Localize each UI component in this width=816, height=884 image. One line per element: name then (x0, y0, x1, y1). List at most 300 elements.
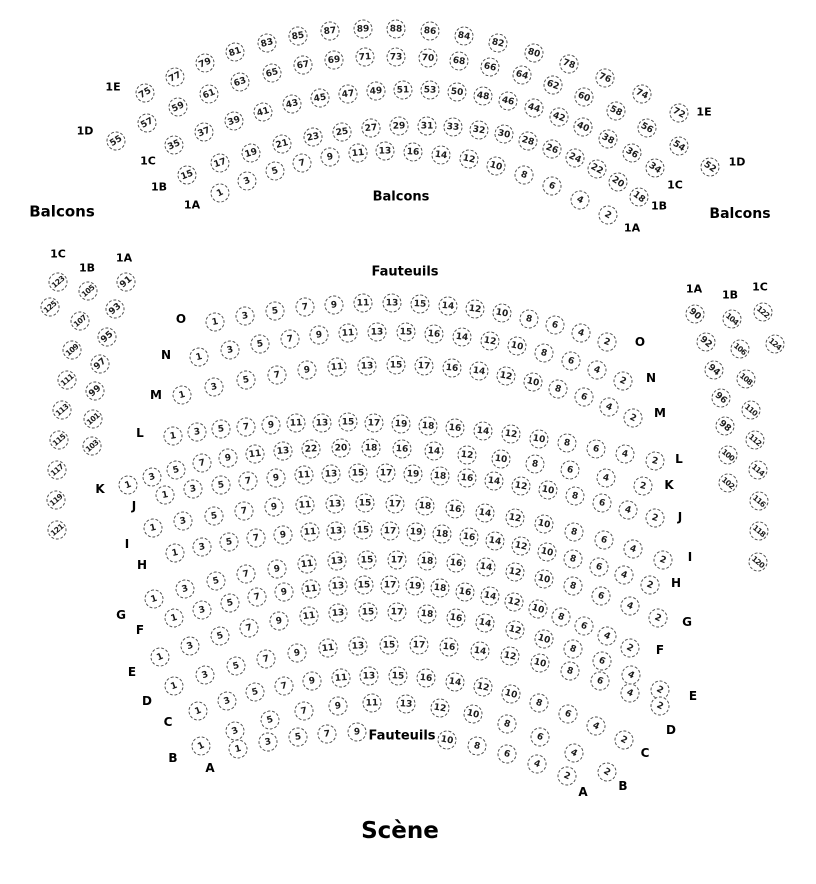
seat-balcon-1C-35[interactable]: 35 (161, 132, 186, 157)
seat-fauteuils-A-8[interactable]: 8 (465, 735, 488, 758)
seat-fauteuils-K-14[interactable]: 14 (424, 441, 444, 461)
seat-fauteuils-D-14[interactable]: 14 (469, 640, 491, 662)
seat-cote-droit-1B-118[interactable]: 118 (746, 518, 773, 545)
seat-cote-gauche-1A-95[interactable]: 95 (93, 323, 120, 350)
seat-fauteuils-K-22[interactable]: 22 (301, 439, 321, 459)
seat-fauteuils-K-2[interactable]: 2 (632, 475, 655, 498)
seat-fauteuils-A-9[interactable]: 9 (348, 723, 367, 742)
seat-balcon-1B-24[interactable]: 24 (562, 146, 587, 171)
seat-fauteuils-G-5[interactable]: 5 (204, 570, 227, 593)
seat-fauteuils-H-5[interactable]: 5 (218, 531, 240, 553)
seat-fauteuils-J-1[interactable]: 1 (154, 484, 177, 507)
seat-fauteuils-A-2[interactable]: 2 (555, 764, 580, 789)
seat-fauteuils-H-19[interactable]: 19 (406, 522, 426, 542)
seat-fauteuils-H-3[interactable]: 3 (191, 536, 213, 558)
seat-fauteuils-C-6[interactable]: 6 (555, 701, 580, 726)
seat-fauteuils-C-13[interactable]: 13 (360, 666, 379, 685)
seat-cote-droit-1A-102[interactable]: 102 (715, 470, 742, 497)
seat-fauteuils-H-14[interactable]: 14 (484, 530, 506, 552)
seat-fauteuils-G-3[interactable]: 3 (173, 578, 197, 602)
seat-balcon-1A-9[interactable]: 9 (319, 146, 341, 168)
seat-fauteuils-G-16[interactable]: 16 (446, 553, 467, 574)
seat-fauteuils-A-4[interactable]: 4 (525, 752, 549, 776)
seat-fauteuils-D-1[interactable]: 1 (162, 674, 186, 698)
seat-balcon-1A-7[interactable]: 7 (291, 151, 314, 174)
seat-fauteuils-F-16[interactable]: 16 (454, 581, 476, 603)
seat-balcon-1A-4[interactable]: 4 (567, 187, 593, 213)
seat-balcon-1B-28[interactable]: 28 (517, 129, 541, 153)
seat-balcon-1D-54[interactable]: 54 (665, 133, 691, 159)
seat-fauteuils-L-8[interactable]: 8 (556, 432, 578, 454)
seat-fauteuils-K-4[interactable]: 4 (595, 466, 618, 489)
seat-balcon-1C-44[interactable]: 44 (522, 96, 546, 120)
seat-balcon-1E-86[interactable]: 86 (419, 21, 440, 42)
seat-fauteuils-G-8[interactable]: 8 (561, 575, 585, 599)
seat-balcon-1E-80[interactable]: 80 (522, 41, 546, 65)
seat-cote-gauche-1B-117[interactable]: 117 (43, 456, 70, 483)
seat-balcon-1D-60[interactable]: 60 (572, 85, 597, 110)
seat-fauteuils-E-4[interactable]: 4 (618, 662, 643, 687)
seat-cote-gauche-1A-97[interactable]: 97 (87, 351, 114, 378)
seat-fauteuils-H-15[interactable]: 15 (354, 521, 373, 540)
seat-fauteuils-J-8[interactable]: 8 (564, 485, 587, 508)
seat-fauteuils-O-12[interactable]: 12 (465, 298, 486, 319)
seat-fauteuils-J-11[interactable]: 11 (293, 465, 313, 485)
seat-fauteuils-L-11[interactable]: 11 (287, 413, 307, 433)
seat-fauteuils-I-8[interactable]: 8 (563, 520, 586, 543)
seat-cote-droit-1A-94[interactable]: 94 (701, 356, 728, 383)
seat-fauteuils-M-8[interactable]: 8 (547, 377, 571, 401)
seat-fauteuils-N-12[interactable]: 12 (479, 330, 501, 352)
seat-fauteuils-D-7[interactable]: 7 (255, 647, 278, 670)
seat-fauteuils-N-8[interactable]: 8 (532, 341, 555, 364)
seat-balcon-1C-40[interactable]: 40 (571, 115, 596, 140)
seat-balcon-1B-23[interactable]: 23 (302, 126, 324, 148)
seat-fauteuils-I-3[interactable]: 3 (172, 510, 194, 532)
seat-fauteuils-G-2[interactable]: 2 (645, 605, 670, 630)
seat-balcon-1A-13[interactable]: 13 (376, 142, 395, 161)
seat-fauteuils-N-1[interactable]: 1 (187, 345, 210, 368)
seat-fauteuils-L-3[interactable]: 3 (186, 421, 207, 442)
seat-fauteuils-F-17[interactable]: 17 (380, 575, 399, 594)
seat-balcon-1D-59[interactable]: 59 (165, 95, 190, 120)
seat-fauteuils-N-3[interactable]: 3 (218, 338, 241, 361)
seat-fauteuils-J-3[interactable]: 3 (182, 478, 204, 500)
seat-balcon-1A-16[interactable]: 16 (403, 142, 423, 162)
seat-fauteuils-A-6[interactable]: 6 (495, 742, 519, 766)
seat-fauteuils-N-7[interactable]: 7 (279, 328, 300, 349)
seat-fauteuils-G-17[interactable]: 17 (387, 550, 406, 569)
seat-fauteuils-I-11[interactable]: 11 (295, 495, 315, 515)
seat-balcon-1E-81[interactable]: 81 (223, 40, 247, 64)
seat-fauteuils-M-14[interactable]: 14 (469, 361, 491, 383)
seat-fauteuils-O-1[interactable]: 1 (204, 311, 227, 334)
seat-fauteuils-C-9[interactable]: 9 (302, 670, 324, 692)
seat-fauteuils-I-12[interactable]: 12 (504, 507, 526, 529)
seat-balcon-1D-55[interactable]: 55 (103, 128, 129, 154)
seat-fauteuils-L-13[interactable]: 13 (312, 413, 331, 432)
seat-fauteuils-G-11[interactable]: 11 (297, 554, 318, 575)
seat-balcon-1A-12[interactable]: 12 (457, 148, 479, 170)
seat-fauteuils-K-16[interactable]: 16 (392, 439, 412, 459)
seat-fauteuils-D-4[interactable]: 4 (618, 680, 643, 705)
seat-balcon-1A-14[interactable]: 14 (430, 144, 451, 165)
seat-cote-gauche-1A-101[interactable]: 101 (79, 405, 106, 432)
seat-fauteuils-C-4[interactable]: 4 (583, 713, 608, 738)
seat-cote-gauche-1C-125[interactable]: 125 (37, 294, 64, 321)
seat-fauteuils-O-10[interactable]: 10 (491, 302, 513, 324)
seat-fauteuils-O-15[interactable]: 15 (410, 294, 430, 314)
seat-balcon-1B-15[interactable]: 15 (175, 163, 200, 188)
seat-balcon-1D-68[interactable]: 68 (448, 51, 470, 73)
seat-fauteuils-J-17[interactable]: 17 (376, 463, 395, 482)
seat-fauteuils-F-18[interactable]: 18 (430, 578, 451, 599)
seat-fauteuils-B-12[interactable]: 12 (429, 697, 451, 719)
seat-balcon-1C-49[interactable]: 49 (366, 81, 386, 101)
seat-fauteuils-B-6[interactable]: 6 (528, 725, 553, 750)
seat-fauteuils-E-5[interactable]: 5 (208, 624, 232, 648)
seat-fauteuils-D-11[interactable]: 11 (317, 638, 338, 659)
seat-fauteuils-O-13[interactable]: 13 (382, 294, 401, 313)
seat-fauteuils-M-6[interactable]: 6 (572, 385, 596, 409)
seat-fauteuils-B-7[interactable]: 7 (293, 700, 315, 722)
seat-cote-droit-1A-96[interactable]: 96 (708, 385, 735, 412)
seat-fauteuils-J-13[interactable]: 13 (321, 464, 341, 484)
seat-fauteuils-M-2[interactable]: 2 (620, 405, 645, 430)
seat-fauteuils-E-11[interactable]: 11 (298, 606, 319, 627)
seat-fauteuils-H-18[interactable]: 18 (432, 524, 453, 545)
seat-balcon-1A-6[interactable]: 6 (540, 174, 565, 199)
seat-balcon-1D-73[interactable]: 73 (387, 47, 406, 66)
seat-fauteuils-J-5[interactable]: 5 (210, 474, 232, 496)
seat-fauteuils-A-3[interactable]: 3 (257, 731, 279, 753)
seat-balcon-1D-57[interactable]: 57 (134, 110, 160, 136)
seat-fauteuils-B-4[interactable]: 4 (561, 740, 587, 766)
seat-fauteuils-I-5[interactable]: 5 (203, 505, 225, 527)
seat-fauteuils-H-1[interactable]: 1 (164, 542, 187, 565)
seat-fauteuils-E-17[interactable]: 17 (387, 602, 407, 622)
seat-fauteuils-A-7[interactable]: 7 (317, 724, 337, 744)
seat-balcon-1B-29[interactable]: 29 (389, 116, 409, 136)
seat-fauteuils-G-6[interactable]: 6 (589, 584, 613, 608)
seat-fauteuils-N-5[interactable]: 5 (249, 333, 271, 355)
seat-fauteuils-J-6[interactable]: 6 (590, 491, 613, 514)
seat-fauteuils-G-15[interactable]: 15 (358, 550, 378, 570)
seat-balcon-1A-3[interactable]: 3 (235, 168, 260, 193)
seat-fauteuils-D-16[interactable]: 16 (439, 637, 460, 658)
seat-fauteuils-O-3[interactable]: 3 (234, 305, 256, 327)
seat-fauteuils-M-12[interactable]: 12 (495, 365, 517, 387)
seat-fauteuils-F-4[interactable]: 4 (595, 624, 620, 649)
seat-balcon-1C-42[interactable]: 42 (547, 105, 572, 130)
seat-balcon-1D-61[interactable]: 61 (197, 81, 222, 106)
seat-balcon-1C-48[interactable]: 48 (472, 85, 494, 107)
seat-fauteuils-F-3[interactable]: 3 (190, 598, 213, 621)
seat-fauteuils-F-10[interactable]: 10 (526, 597, 550, 621)
seat-fauteuils-F-2[interactable]: 2 (617, 635, 643, 661)
seat-balcon-1C-53[interactable]: 53 (420, 80, 440, 100)
seat-fauteuils-H-2[interactable]: 2 (638, 573, 663, 598)
seat-fauteuils-N-2[interactable]: 2 (611, 369, 636, 394)
seat-fauteuils-L-19[interactable]: 19 (391, 414, 411, 434)
seat-fauteuils-L-9[interactable]: 9 (261, 415, 281, 435)
seat-balcon-1A-11[interactable]: 11 (347, 143, 368, 164)
seat-fauteuils-O-2[interactable]: 2 (595, 330, 619, 354)
seat-fauteuils-F-1[interactable]: 1 (162, 606, 186, 630)
seat-fauteuils-M-11[interactable]: 11 (327, 357, 347, 377)
seat-balcon-1B-31[interactable]: 31 (417, 116, 436, 135)
seat-fauteuils-B-3[interactable]: 3 (223, 719, 248, 744)
seat-fauteuils-J-7[interactable]: 7 (238, 470, 259, 491)
seat-fauteuils-B-2[interactable]: 2 (594, 759, 620, 785)
seat-balcon-1E-75[interactable]: 75 (132, 80, 158, 106)
seat-fauteuils-E-7[interactable]: 7 (238, 616, 261, 639)
seat-fauteuils-K-18[interactable]: 18 (362, 438, 381, 457)
seat-fauteuils-E-15[interactable]: 15 (358, 602, 377, 621)
seat-fauteuils-F-19[interactable]: 19 (405, 576, 425, 596)
seat-fauteuils-G-12[interactable]: 12 (504, 561, 526, 583)
seat-fauteuils-B-10[interactable]: 10 (462, 703, 485, 726)
seat-fauteuils-F-5[interactable]: 5 (218, 591, 241, 614)
seat-fauteuils-C-3[interactable]: 3 (215, 689, 239, 713)
seat-fauteuils-L-7[interactable]: 7 (236, 416, 257, 437)
seat-fauteuils-O-8[interactable]: 8 (518, 307, 541, 330)
seat-fauteuils-H-11[interactable]: 11 (300, 522, 320, 542)
seat-fauteuils-F-11[interactable]: 11 (301, 578, 322, 599)
seat-fauteuils-G-14[interactable]: 14 (475, 556, 497, 578)
seat-cote-droit-1A-98[interactable]: 98 (712, 413, 739, 440)
seat-balcon-1E-84[interactable]: 84 (453, 25, 475, 47)
seat-balcon-1E-74[interactable]: 74 (629, 82, 654, 107)
seat-fauteuils-A-10[interactable]: 10 (436, 729, 458, 751)
seat-fauteuils-L-4[interactable]: 4 (614, 443, 637, 466)
seat-fauteuils-D-17[interactable]: 17 (409, 635, 429, 655)
seat-fauteuils-C-8[interactable]: 8 (527, 691, 551, 715)
seat-fauteuils-L-16[interactable]: 16 (445, 418, 466, 439)
seat-balcon-1B-33[interactable]: 33 (443, 117, 463, 137)
seat-balcon-1C-36[interactable]: 36 (618, 140, 644, 166)
seat-balcon-1B-17[interactable]: 17 (207, 151, 231, 175)
seat-cote-droit-1B-110[interactable]: 110 (738, 396, 765, 423)
seat-fauteuils-L-18[interactable]: 18 (418, 416, 438, 436)
seat-fauteuils-I-2[interactable]: 2 (651, 548, 675, 572)
seat-fauteuils-E-10[interactable]: 10 (532, 627, 556, 651)
seat-balcon-1A-2[interactable]: 2 (595, 202, 621, 228)
seat-fauteuils-N-13[interactable]: 13 (368, 322, 387, 341)
seat-fauteuils-O-4[interactable]: 4 (569, 321, 593, 345)
seat-fauteuils-E-2[interactable]: 2 (647, 677, 673, 703)
seat-fauteuils-N-4[interactable]: 4 (585, 358, 609, 382)
seat-fauteuils-N-6[interactable]: 6 (559, 349, 583, 373)
seat-fauteuils-H-16[interactable]: 16 (458, 527, 479, 548)
seat-fauteuils-J-9[interactable]: 9 (266, 467, 287, 488)
seat-fauteuils-M-4[interactable]: 4 (596, 395, 621, 420)
seat-balcon-1C-46[interactable]: 46 (497, 90, 520, 113)
seat-fauteuils-M-5[interactable]: 5 (234, 369, 256, 391)
seat-fauteuils-E-12[interactable]: 12 (503, 618, 526, 641)
seat-fauteuils-J-18[interactable]: 18 (430, 465, 450, 485)
seat-fauteuils-M-16[interactable]: 16 (442, 358, 463, 379)
seat-fauteuils-K-1[interactable]: 1 (116, 473, 140, 497)
seat-fauteuils-J-14[interactable]: 14 (484, 471, 505, 492)
seat-fauteuils-J-16[interactable]: 16 (457, 468, 478, 489)
seat-balcon-1E-79[interactable]: 79 (192, 51, 217, 76)
seat-cote-gauche-1B-121[interactable]: 121 (44, 517, 71, 544)
seat-balcon-1C-37[interactable]: 37 (192, 120, 217, 145)
seat-fauteuils-K-3[interactable]: 3 (140, 465, 164, 489)
seat-cote-droit-1B-108[interactable]: 108 (733, 366, 760, 393)
seat-balcon-1D-65[interactable]: 65 (260, 61, 283, 84)
seat-fauteuils-M-17[interactable]: 17 (414, 356, 434, 376)
seat-fauteuils-H-13[interactable]: 13 (327, 521, 347, 541)
seat-fauteuils-L-2[interactable]: 2 (644, 450, 667, 473)
seat-fauteuils-J-19[interactable]: 19 (403, 464, 423, 484)
seat-balcon-1D-62[interactable]: 62 (541, 73, 565, 97)
seat-cote-droit-1A-90[interactable]: 90 (682, 301, 709, 328)
seat-balcon-1E-76[interactable]: 76 (593, 66, 618, 91)
seat-fauteuils-D-8[interactable]: 8 (558, 659, 582, 683)
seat-cote-droit-1A-100[interactable]: 100 (714, 441, 741, 468)
seat-fauteuils-L-12[interactable]: 12 (500, 424, 521, 445)
seat-fauteuils-H-7[interactable]: 7 (245, 527, 266, 548)
seat-fauteuils-B-13[interactable]: 13 (396, 694, 416, 714)
seat-fauteuils-C-5[interactable]: 5 (244, 681, 267, 704)
seat-balcon-1D-69[interactable]: 69 (323, 50, 344, 71)
seat-fauteuils-I-1[interactable]: 1 (142, 517, 165, 540)
seat-balcon-1D-70[interactable]: 70 (417, 48, 437, 68)
seat-balcon-1E-83[interactable]: 83 (255, 31, 278, 54)
seat-fauteuils-G-7[interactable]: 7 (235, 563, 257, 585)
seat-fauteuils-C-11[interactable]: 11 (331, 667, 352, 688)
seat-fauteuils-E-9[interactable]: 9 (268, 610, 290, 632)
seat-balcon-1D-67[interactable]: 67 (292, 54, 314, 76)
seat-fauteuils-L-17[interactable]: 17 (365, 413, 385, 433)
seat-fauteuils-C-1[interactable]: 1 (186, 699, 211, 724)
seat-cote-droit-1B-106[interactable]: 106 (726, 336, 753, 363)
seat-balcon-1D-52[interactable]: 52 (697, 154, 723, 180)
seat-fauteuils-L-14[interactable]: 14 (472, 420, 493, 441)
seat-fauteuils-N-9[interactable]: 9 (309, 325, 330, 346)
seat-balcon-1C-50[interactable]: 50 (446, 82, 467, 103)
seat-fauteuils-G-13[interactable]: 13 (327, 551, 347, 571)
seat-fauteuils-K-12[interactable]: 12 (457, 444, 478, 465)
seat-balcon-1C-41[interactable]: 41 (251, 100, 275, 124)
seat-fauteuils-F-14[interactable]: 14 (478, 585, 501, 608)
seat-balcon-1D-63[interactable]: 63 (228, 70, 252, 94)
seat-fauteuils-K-8[interactable]: 8 (524, 453, 546, 475)
seat-fauteuils-M-13[interactable]: 13 (357, 356, 377, 376)
seat-cote-droit-1B-120[interactable]: 120 (745, 549, 772, 576)
seat-cote-gauche-1A-91[interactable]: 91 (113, 269, 140, 296)
seat-fauteuils-M-10[interactable]: 10 (521, 370, 544, 393)
seat-fauteuils-K-20[interactable]: 20 (331, 438, 350, 457)
seat-balcon-1C-34[interactable]: 34 (642, 155, 668, 181)
seat-fauteuils-H-10[interactable]: 10 (535, 541, 558, 564)
seat-fauteuils-F-7[interactable]: 7 (246, 586, 268, 608)
seat-fauteuils-H-17[interactable]: 17 (380, 521, 400, 541)
seat-fauteuils-D-2[interactable]: 2 (647, 693, 672, 718)
seat-fauteuils-F-9[interactable]: 9 (273, 581, 295, 603)
seat-balcon-1B-32[interactable]: 32 (468, 119, 490, 141)
seat-fauteuils-J-10[interactable]: 10 (537, 479, 559, 501)
seat-fauteuils-F-8[interactable]: 8 (549, 605, 573, 629)
seat-fauteuils-N-16[interactable]: 16 (424, 324, 444, 344)
seat-fauteuils-N-10[interactable]: 10 (506, 335, 529, 358)
seat-fauteuils-C-7[interactable]: 7 (273, 675, 295, 697)
seat-fauteuils-I-17[interactable]: 17 (385, 494, 405, 514)
seat-cote-gauche-1A-103[interactable]: 103 (79, 433, 106, 460)
seat-fauteuils-B-8[interactable]: 8 (495, 712, 519, 736)
seat-fauteuils-O-11[interactable]: 11 (353, 294, 373, 314)
seat-fauteuils-O-5[interactable]: 5 (265, 300, 287, 322)
seat-fauteuils-I-14[interactable]: 14 (474, 502, 496, 524)
seat-fauteuils-G-18[interactable]: 18 (417, 551, 437, 571)
seat-balcon-1E-87[interactable]: 87 (320, 21, 341, 42)
seat-balcon-1B-25[interactable]: 25 (332, 121, 354, 143)
seat-fauteuils-I-18[interactable]: 18 (415, 496, 435, 516)
seat-fauteuils-F-6[interactable]: 6 (572, 614, 597, 639)
seat-cote-droit-1C-122[interactable]: 122 (750, 299, 777, 326)
seat-balcon-1E-85[interactable]: 85 (287, 25, 309, 47)
seat-fauteuils-K-5[interactable]: 5 (165, 458, 188, 481)
seat-fauteuils-O-6[interactable]: 6 (544, 314, 567, 337)
seat-fauteuils-C-12[interactable]: 12 (472, 676, 495, 699)
seat-fauteuils-B-1[interactable]: 1 (188, 733, 213, 758)
seat-fauteuils-D-3[interactable]: 3 (193, 663, 217, 687)
seat-fauteuils-M-3[interactable]: 3 (203, 376, 226, 399)
seat-fauteuils-O-9[interactable]: 9 (324, 295, 344, 315)
seat-fauteuils-C-16[interactable]: 16 (416, 668, 437, 689)
seat-cote-droit-1B-116[interactable]: 116 (746, 487, 773, 514)
seat-balcon-1A-1[interactable]: 1 (207, 180, 232, 205)
seat-cote-droit-1B-112[interactable]: 112 (742, 427, 769, 454)
seat-balcon-1B-30[interactable]: 30 (493, 123, 516, 146)
seat-fauteuils-H-4[interactable]: 4 (612, 563, 636, 587)
seat-fauteuils-J-12[interactable]: 12 (510, 475, 532, 497)
seat-cote-gauche-1A-99[interactable]: 99 (82, 378, 109, 405)
seat-fauteuils-A-1[interactable]: 1 (226, 737, 249, 760)
seat-fauteuils-K-10[interactable]: 10 (490, 448, 511, 469)
seat-balcon-1C-38[interactable]: 38 (595, 126, 621, 152)
seat-fauteuils-H-9[interactable]: 9 (273, 524, 294, 545)
seat-fauteuils-M-15[interactable]: 15 (386, 356, 405, 375)
seat-fauteuils-D-10[interactable]: 10 (528, 651, 551, 674)
seat-cote-gauche-1C-123[interactable]: 123 (45, 269, 72, 296)
seat-balcon-1A-8[interactable]: 8 (512, 163, 536, 187)
seat-balcon-1B-18[interactable]: 18 (626, 184, 653, 211)
seat-fauteuils-O-14[interactable]: 14 (437, 296, 458, 317)
seat-fauteuils-D-6[interactable]: 6 (588, 669, 612, 693)
seat-fauteuils-F-12[interactable]: 12 (502, 590, 525, 613)
seat-balcon-1E-72[interactable]: 72 (666, 100, 692, 126)
seat-fauteuils-K-7[interactable]: 7 (190, 452, 213, 475)
seat-balcon-1C-45[interactable]: 45 (309, 87, 331, 109)
seat-balcon-1B-21[interactable]: 21 (271, 132, 294, 155)
seat-balcon-1D-71[interactable]: 71 (355, 47, 375, 67)
seat-cote-gauche-1B-115[interactable]: 115 (45, 427, 72, 454)
seat-fauteuils-F-13[interactable]: 13 (327, 576, 347, 596)
seat-fauteuils-F-15[interactable]: 15 (354, 575, 373, 594)
seat-fauteuils-D-12[interactable]: 12 (499, 645, 521, 667)
seat-cote-droit-1B-114[interactable]: 114 (744, 457, 771, 484)
seat-fauteuils-I-7[interactable]: 7 (233, 500, 254, 521)
seat-balcon-1A-5[interactable]: 5 (263, 159, 287, 183)
seat-balcon-1D-58[interactable]: 58 (603, 99, 628, 124)
seat-fauteuils-L-15[interactable]: 15 (339, 413, 358, 432)
seat-cote-droit-1C-124[interactable]: 124 (762, 331, 789, 358)
seat-balcon-1D-64[interactable]: 64 (510, 63, 533, 86)
seat-fauteuils-O-7[interactable]: 7 (295, 297, 316, 318)
